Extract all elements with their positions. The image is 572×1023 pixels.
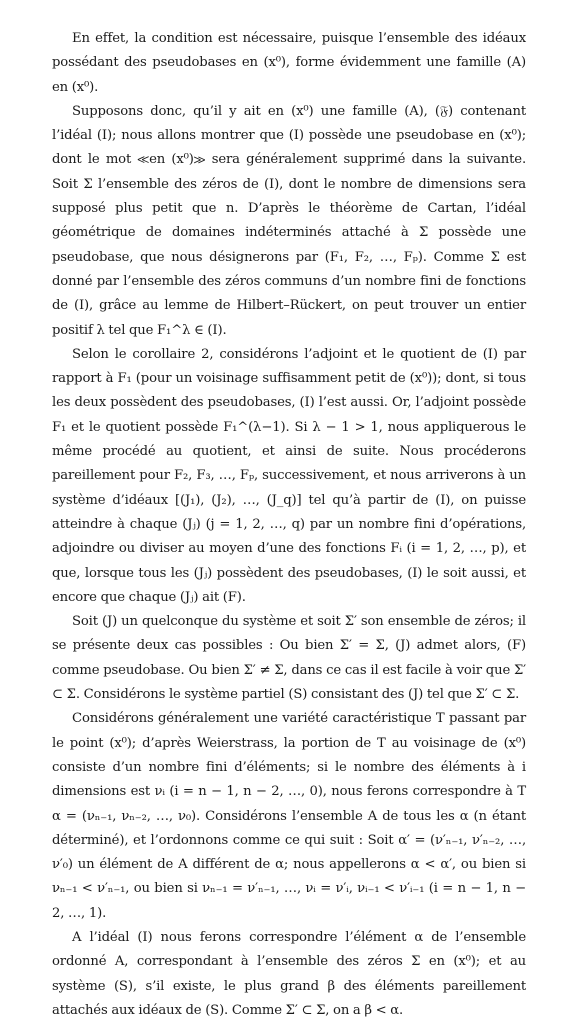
document-page: [52, 27, 526, 1023]
paragraph: A l’idéal (I) nous ferons correspondre l’élément α de l’ensemble ordonné A, correspondant à l’ensemble des zéros Σ en (x⁰); et au système (S), s’il existe, le plus grand β des éléments pareillement attachés aux idéaux de (S). Comme Σ′ ⊂ Σ, on a β < α.: [52, 929, 526, 1018]
paragraph: Selon le corollaire 2, considérons l’adjoint et le quotient de (I) par rapport à F₁ (pour un voisinage suffisamment petit de (x⁰)); dont, si tous les deux possèdent des pseudobases, (I) l’est aussi. Or, l’adjoint possède F₁ et le quotient possède F₁^(λ−1). Si λ − 1 > 1, nous appliquerous le même procédé au quotient, et ainsi de suite. Nous procéderons pareillement pour F₂, F₃, …, Fₚ, successivement, et nous arriverons à un système d’idéaux [(J₁), (J₂), …, (J_q)] tel qu’à partir de (I), on puisse atteindre à chaque (Jⱼ) (j = 1, 2, …, q) par un nombre fini d’opérations, adjoindre ou diviser au moyen d’une des fonctions Fᵢ (i = 1, 2, …, p), et que, lorsque tous les (Jⱼ) possèdent des pseudobases, (I) le soit aussi, et encore que chaque (Jⱼ) ait (F).: [52, 346, 526, 605]
paragraph: En effet, la condition est nécessaire, puisque l’ensemble des idéaux possédant des pseudobases en (x⁰), forme évidemment une famille (A) en (x⁰).: [52, 31, 526, 95]
paragraph: Considérons généralement une variété caractéristique T passant par le point (x⁰); d’après Weierstrass, la portion de T au voisinage de (x⁰) consiste d’un nombre fini d’éléments; si le nombre des éléments à i dimensions est νᵢ (i = n − 1, n − 2, …, 0), nous ferons correspondre à T α = (νₙ₋₁, νₙ₋₂, …, ν₀). Considérons l’ensemble A de tous les α (n étant déterminé), et l’ordonnons comme ce qui suit : Soit α′ = (ν′ₙ₋₁, ν′ₙ₋₂, …, ν′₀) un élément de A différent de α; nous appellerons α < α′, ou bien si νₙ₋₁ < ν′ₙ₋₁, ou bien si νₙ₋₁ = ν′ₙ₋₁, …, νᵢ = ν′ᵢ, νᵢ₋₁ < ν′ᵢ₋₁ (i = n − 1, n − 2, …, 1).: [52, 711, 526, 921]
paragraph: Soit (J) un quelconque du système et soit Σ′ son ensemble de zéros; il se présente deux cas possibles : Ou bien Σ′ = Σ, (J) admet alors, (F) comme pseudobase. Ou bien Σ′ ≠ Σ, dans ce cas il est facile à voir que Σ′ ⊂ Σ. Considérons le système partiel (S) consistant des (J) tel que Σ′ ⊂ Σ.: [52, 614, 526, 703]
paragraph: Supposons donc, qu’il y ait en (x⁰) une famille (A), (𝔉) contenant l’idéal (I); nous allons montrer que (I) possède une pseudobase en (x⁰); dont le mot ≪en (x⁰)≫ sera généralement supprimé dans la suivante. Soit Σ l’ensemble des zéros de (I), dont le nombre de dimensions sera supposé plus petit que n. D’après le théorème de Cartan, l’idéal géométrique de domaines indéterminés attaché à Σ possède une pseudobase, que nous désignerons par (F₁, F₂, …, Fₚ). Comme Σ est donné par l’ensemble des zéros communs d’un nombre fini de fonctions de (I), grâce au lemme de Hilbert–Rückert, on peut trouver un entier positif λ tel que F₁^λ ∈ (I).: [52, 103, 526, 338]
